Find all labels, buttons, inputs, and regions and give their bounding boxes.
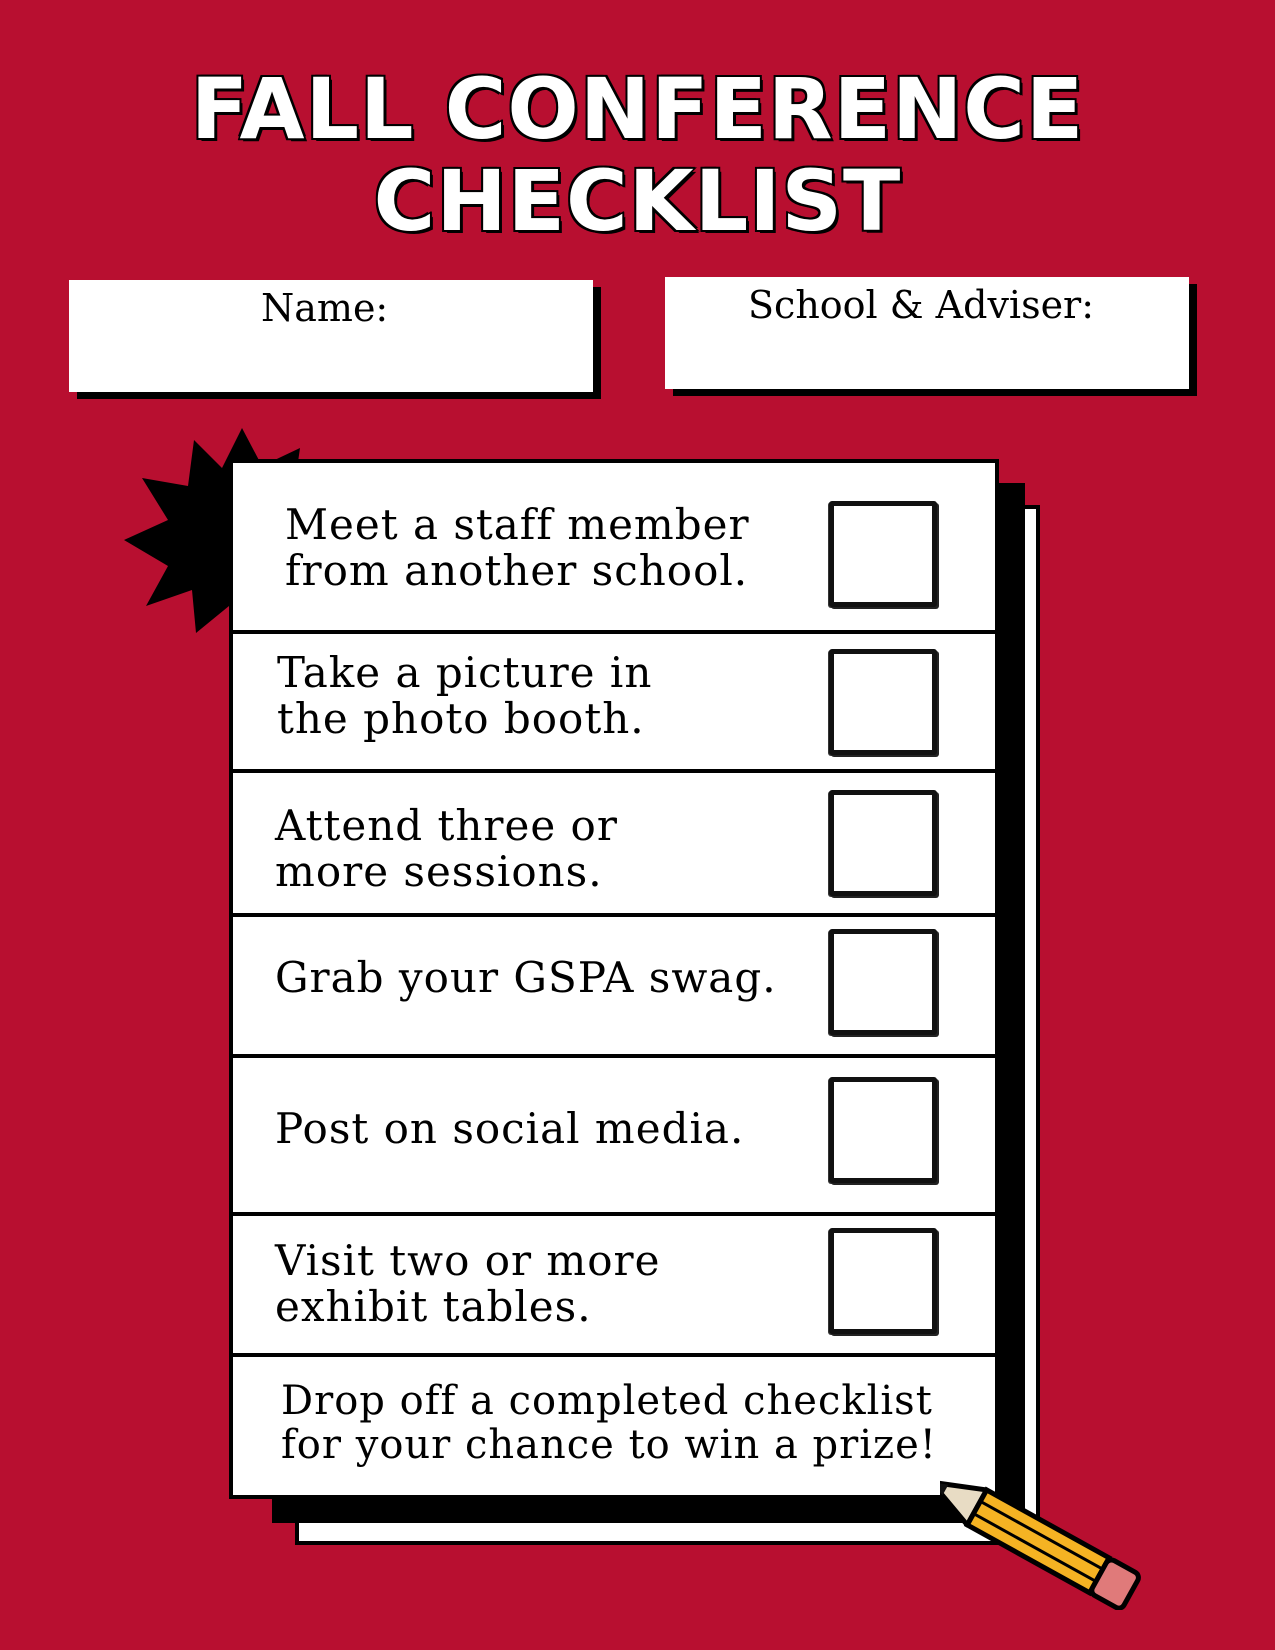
pencil-icon [940, 1440, 1190, 1610]
checklist-item-text: Take a picture in the photo booth. [277, 648, 653, 743]
page-title-line-2: CHECKLIST [373, 152, 902, 250]
checklist-item-text: Visit two or more exhibit tables. [275, 1236, 661, 1331]
checklist-item [233, 1058, 995, 1216]
checklist-item-text: Grab your GSPA swag. [275, 953, 777, 1002]
checklist-item-text: Meet a staff member from another school. [285, 500, 750, 595]
checklist-checkbox[interactable] [829, 790, 937, 896]
checklist-item [233, 1216, 995, 1357]
checklist-item [233, 634, 995, 773]
checklist-item [233, 773, 995, 917]
name-label: Name: [261, 286, 389, 330]
checklist-item [233, 463, 995, 634]
checklist-item-text: Attend three or more sessions. [275, 801, 618, 896]
footer-instructions: Drop off a completed checklist for your chance to win a prize! [281, 1378, 937, 1468]
page-title-line-1: FALL CONFERENCE [190, 60, 1085, 158]
checklist-checkbox[interactable] [829, 649, 937, 755]
checklist-item [233, 917, 995, 1058]
checklist-checkbox[interactable] [829, 1228, 937, 1334]
checklist-checkbox[interactable] [829, 929, 937, 1035]
checklist-checkbox[interactable] [829, 1077, 937, 1183]
checklist-checkbox[interactable] [829, 501, 937, 607]
checklist-sheet [229, 459, 999, 1499]
checklist-item-text: Post on social media. [275, 1104, 745, 1153]
school-adviser-field[interactable] [665, 277, 1189, 389]
school-adviser-label: School & Adviser: [748, 283, 1095, 327]
name-field[interactable] [69, 280, 593, 392]
